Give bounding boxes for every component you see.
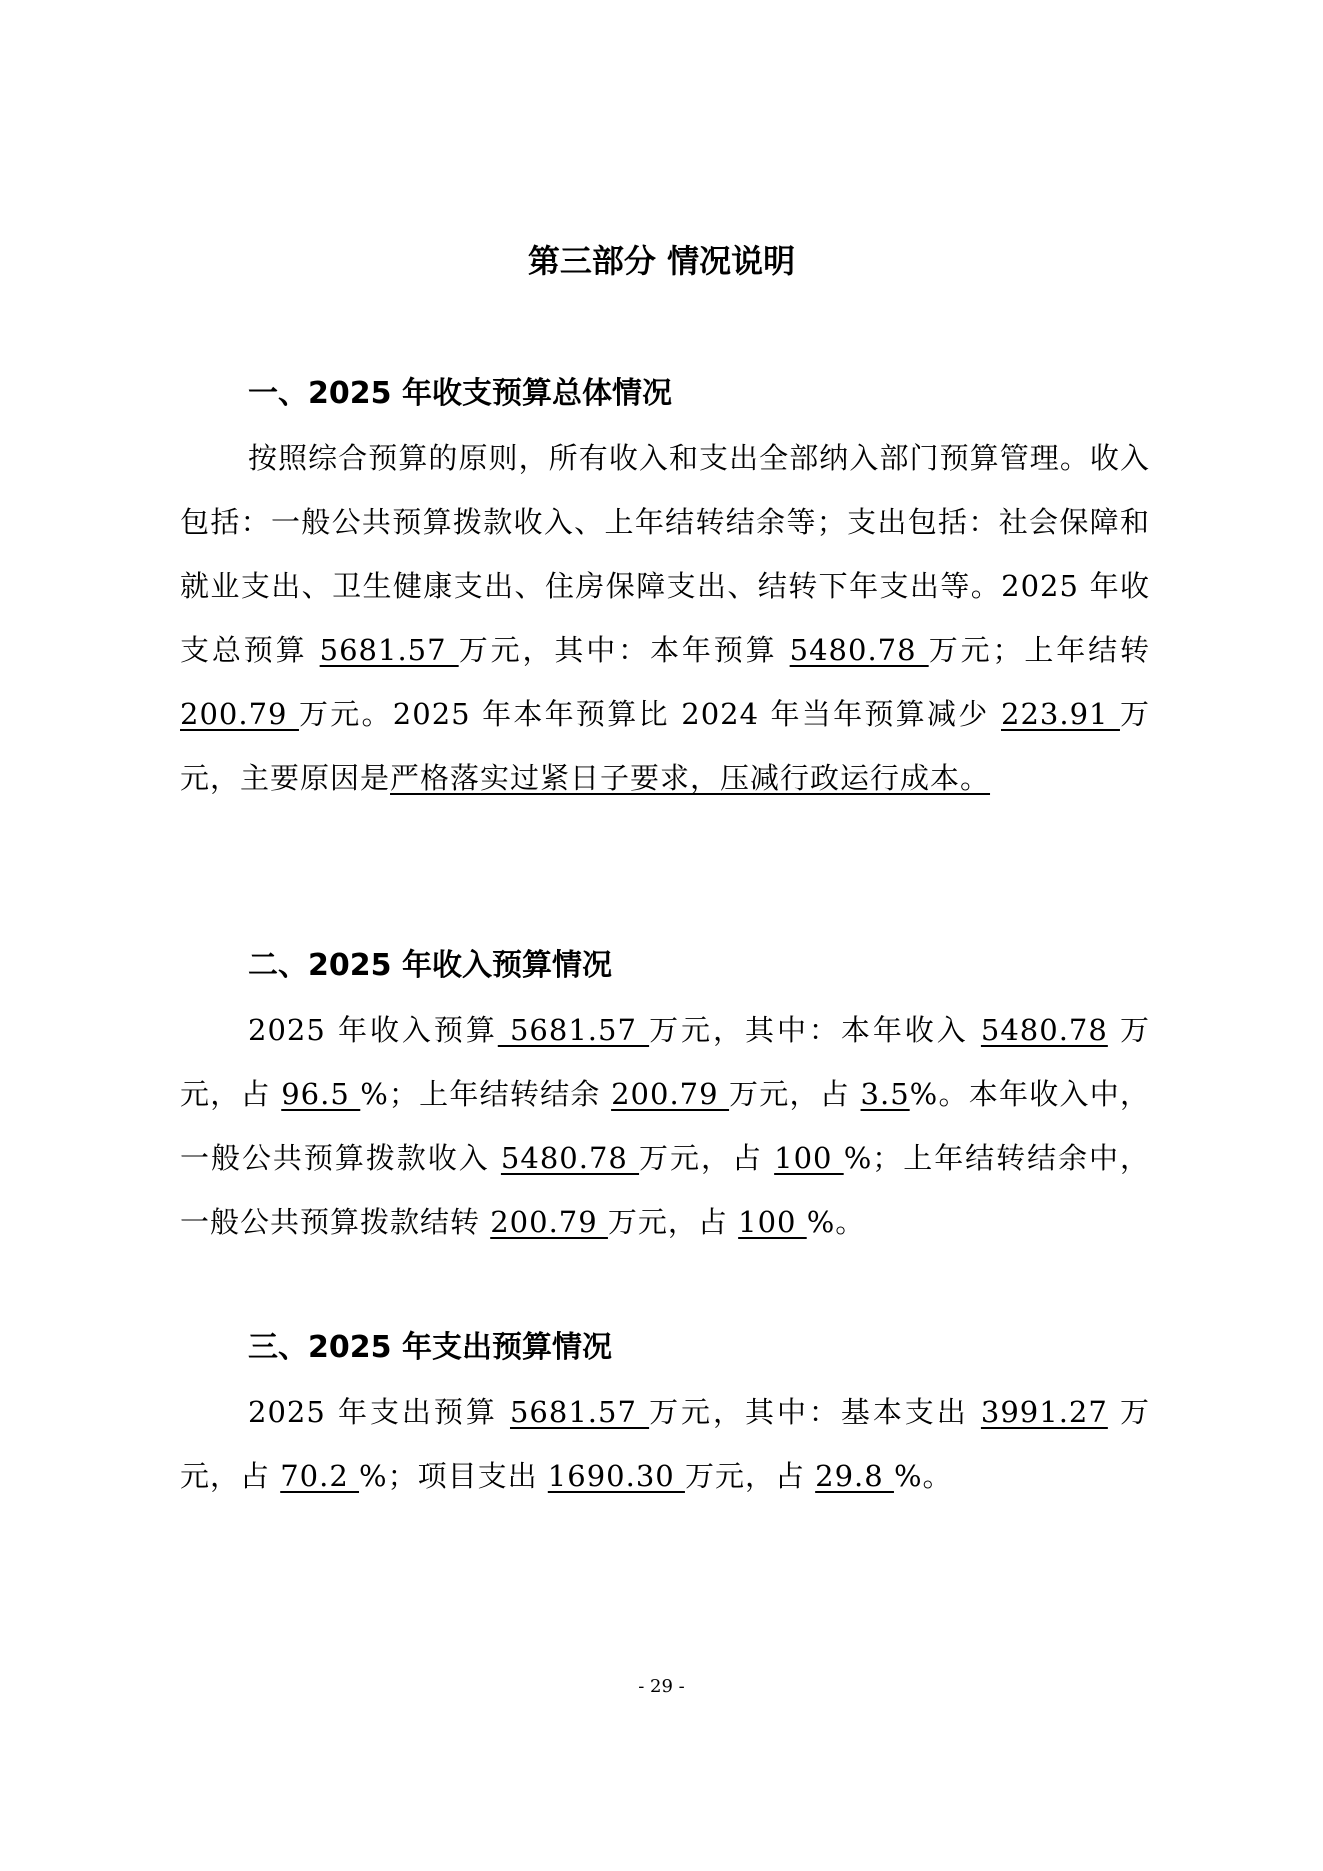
text-run: %；项目支出 [359,1459,548,1493]
text-run: %。 [893,1459,953,1493]
text-run: %。本年收入中，一般公共预算拨款收入 [180,1077,1151,1175]
underlined-value: 5681.57 [497,1013,650,1047]
section-body [180,426,1150,810]
text-run: 万元，占 [684,1459,816,1493]
page-number: - 29 - [638,1676,685,1697]
underlined-value: 1690.30 [547,1459,685,1493]
text-run: 按照综合预算的原则，所有收入和支出全部纳入部门预算管理。收入包括：一般公共预算拨款收入、上年结转结余等；支出包括：社会保障和就业支出、卫生健康支出、住房保障支出、结转下年支出等。2025 年收支总预算 [180,441,1150,667]
text-run: 万元，占 [180,1013,1151,1111]
underlined-value: 3.5 [860,1077,910,1111]
section-heading: 一、2025 年收支预算总体情况 [248,376,672,411]
underlined-value: 5480.78 [500,1141,640,1175]
text-run: 万元，其中：本年收入 [649,1013,981,1047]
underlined-value: 70.2 [280,1459,360,1493]
section-body [180,998,1150,1254]
text-run: %。 [806,1205,866,1239]
text-run: 万元，主要原因是 [180,697,1150,795]
text-run: 万元，占 [180,1395,1151,1493]
underlined-value: 5681.57 [509,1395,650,1429]
underlined-value: 5480.78 [789,633,929,667]
section-income-budget [180,934,1150,1254]
underlined-value: 100 [738,1205,807,1239]
text-run: %；上年结转结余 [360,1077,612,1111]
underlined-value: 严格落实过紧日子要求，压减行政运行成本。 [390,761,991,795]
section-heading: 二、2025 年收入预算情况 [248,948,612,983]
text-run: 万元。2025 年本年预算比 2024 年当年预算减少 [298,697,1001,731]
underlined-value: 200.79 [180,697,299,731]
section-overall-budget [180,362,1150,810]
underlined-value: 5480.78 [980,1013,1108,1047]
text-run: 2025 年收入预算 [248,1013,498,1047]
page-title: 第三部分 情况说明 [527,242,796,280]
underlined-value: 5681.57 [319,633,459,667]
section-heading: 三、2025 年支出预算情况 [248,1330,612,1365]
section-expenditure-budget [180,1316,1150,1508]
text-run: 万元，其中：基本支出 [649,1395,981,1429]
underlined-value: 200.79 [611,1077,730,1111]
text-run: 2025 年支出预算 [248,1395,510,1429]
text-run: 万元，占 [639,1141,775,1175]
text-run: %；上年结转结余中，一般公共预算拨款结转 [180,1141,1151,1239]
underlined-value: 29.8 [815,1459,894,1493]
text-run: 万元，其中：本年预算 [458,633,790,667]
underlined-value: 200.79 [490,1205,608,1239]
underlined-value: 100 [774,1141,844,1175]
section-body [180,1380,1150,1508]
text-run: 万元，占 [607,1205,739,1239]
underlined-value: 223.91 [1001,697,1120,731]
underlined-value: 3991.27 [980,1395,1108,1429]
underlined-value: 96.5 [281,1077,361,1111]
text-run: 万元；上年结转 [928,633,1151,667]
text-run: 万元，占 [729,1077,861,1111]
